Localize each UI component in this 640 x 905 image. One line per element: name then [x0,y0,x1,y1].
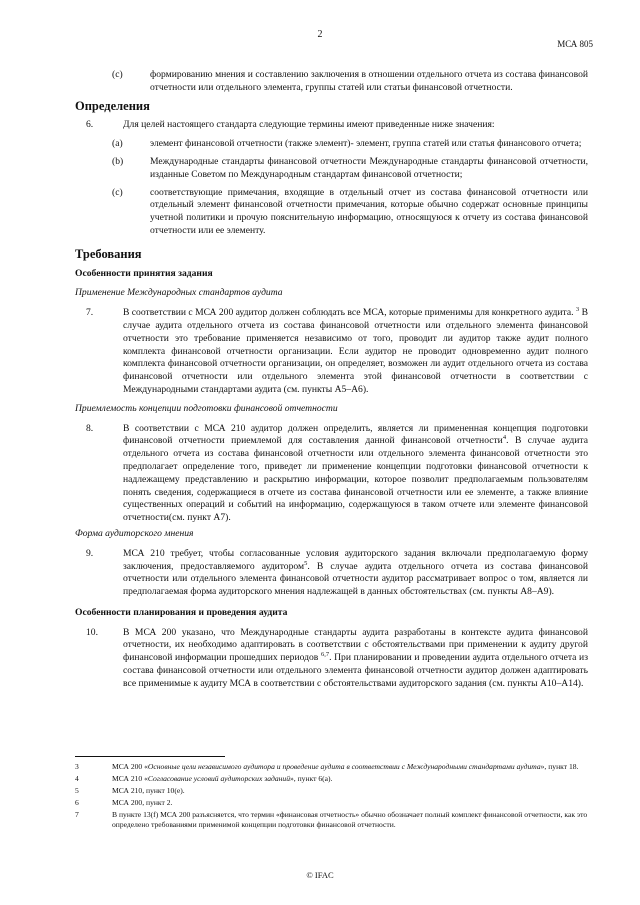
list-item [75,138,588,151]
footnote-number: 7 [75,810,79,819]
page-number: 2 [317,29,323,40]
footnote-ref: 5 [304,559,308,567]
footnote-text: МСА 210, пункт 10(е). [112,786,185,795]
footnote-ref: 3 [575,305,580,313]
list-text: формированию мнения и составлению заключения в отношении отдельного отчета из состава финансовой отчетности или отдельного элемента, группы статей или статьи финансовой отчетности. [150,69,588,93]
paragraph-number: 8. [86,422,94,434]
paragraph-number: 7. [86,307,94,319]
footnote-divider [75,756,225,757]
subheading: Особенности планирования и проведения аудита [75,606,288,618]
paragraph-text [123,307,588,397]
footnote-text [112,762,588,772]
paragraph-7 [75,307,588,397]
list-text: Международные стандарты финансовой отчетности Международные стандарты финансовой отчетности, изданные Советом по Международным стандартам финансовой отчетности; [150,155,588,180]
text-run: », пункт 18. [540,762,579,771]
text-run: . В случае аудита отдельного отчета из состава финансовой отчетности или отдельного элемента финансовой отчетности аудитор рассматривает вопрос о том, является ли предполагаемая форма аудиторского мнения надлежащей в данных обстоятельствах (см. пункты А8–А9). [123,560,588,598]
text-run: МСА 200 « [112,762,148,771]
footnote-number: 3 [75,762,79,771]
text-run: . При планировании и проведении аудита отдельного отчета из состава финансовой отчетности или отдельного элемента финансовой отчетности аудитор должен адаптировать все применимые к аудиту МСА в соответствии с обстоятельствами аудиторского задания (см. пункты А10–А14). [123,652,588,689]
footnote-number: 6 [75,798,79,807]
text-run: В соответствии с МСА 210 аудитор должен определить, является ли примененная концепция подготовки финансовой отчетности приемлемой для составления данной финансовой отчетности [123,422,588,447]
text-run: », пункт 6(а). [290,774,333,783]
footnote-ref: 4 [502,434,507,442]
text-run: Основные цели независимого аудитора и проведение аудита в соответствии с Международными стандартами аудита [147,762,541,771]
paragraph-number: 6. [86,119,94,131]
list-marker: (c) [112,69,123,80]
footnote [75,798,588,808]
footnote-text [112,774,588,784]
footnote-text: В пункте 13(f) МСА 200 разъясняется, что термин «финансовая отчетность» обычно обозначает полный комплект финансовой отчетности, как это определено требованиями применимой концепции подготовки финансовой отчетности. [112,810,588,829]
paragraph-text [123,423,588,525]
footnote [75,762,588,772]
paragraph-10 [75,627,588,691]
paragraph-6 [75,119,588,132]
text-run: В МСА 200 указано, что Международные стандарты аудита разработаны в контексте аудита финансовой отчетности, их необходимо адаптировать в соответствии с обстоятельствами при применении к аудиту другой финансовой информации прошедших периодов [123,626,588,664]
paragraph-number: 9. [86,547,94,559]
list-text: элемент финансовой отчетности (также элемент)- элемент, группа статей или статья финансового отчета; [150,138,582,150]
main-content [75,69,588,697]
italic-subheading: Применение Международных стандартов аудита [75,287,283,299]
section-heading-definitions: Определения [75,98,150,113]
footnote [75,786,588,796]
text-run: Согласование условий аудиторских заданий [147,774,290,783]
subheading: Особенности принятия задания [75,267,213,279]
text-run: МСА 210 требует, чтобы согласованные условия аудиторского задания включали предполагаемую форму заключения, предоставляемого аудитором [123,547,588,572]
paragraph-number: 10. [86,626,98,638]
list-marker: (a) [112,138,123,150]
paragraph-text: Для целей настоящего стандарта следующие термины имеют приведенные ниже значения: [123,119,495,131]
list-item [75,69,588,95]
list-item [75,156,588,182]
footnote [75,774,588,784]
text-run: В случае аудита отдельного отчета из состава финансовой отчетности или отдельного элемента финансовой отчетности это требование применяется независимо от того, проводит ли аудитор также аудит полного комплекта финансовой отчетности организации. Если аудитор не проводит одновременно аудит полного комплекта финансовой отчетности организации, он определяет, возможен ли аудит отдельного отчета из состава финансовой отчетности или отдельного элемента этой финансовой отчетности в соответствии с Международными стандартами аудита (см. пункты А5–А6). [123,307,588,395]
italic-subheading: Форма аудиторского мнения [75,527,194,539]
paragraph-text [123,548,588,599]
footnote-ref: 6,7 [320,651,330,659]
footnote [75,810,588,830]
text-run: . В случае аудита отдельного отчета из состава финансовой отчетности или отдельного элемента финансовой отчетности это предполагает определение того, приведет ли применение концепции подготовки финансовой отчетности к надлежащему представлению и раскрытию информации, которое позволит предполагаемым пользователям понять сведения, содержащиеся в отчете из состава финансовой отчетности или ее элементе, а также влияние существенных операций и событий на информацию, содержащуюся в таком отчете или элементе финансовой отчетности(см. пункт А7). [123,435,589,524]
footnote-number: 5 [75,786,79,795]
page-footer: © IFAC [306,870,334,880]
section-heading-requirements: Требования [75,246,142,261]
list-text: соответствующие примечания, входящие в отдельный отчет из состава финансовой отчетности или отдельный элемент финансовой отчетности примечания, которые обычно содержат основные принципы учетной политики и прочую пояснительную информацию, относящуюся к отчету из состава финансовой отчетности или ее элементу. [150,186,588,236]
footnote-number: 4 [75,774,79,783]
paragraph-9 [75,548,588,599]
text-run: В соответствии с МСА 200 аудитор должен соблюдать все МСА, которые применимы для конкретного аудита. [123,307,574,319]
italic-subheading: Приемлемость концепции подготовки финансовой отчетности [75,402,338,414]
text-run: МСА 210 « [112,774,148,783]
list-marker: (c) [112,186,123,198]
standard-code: МСА 805 [557,39,593,49]
footnotes [75,762,588,832]
list-marker: (b) [112,155,124,167]
paragraph-8 [75,423,588,525]
paragraph-text [123,627,588,691]
list-item [75,187,588,238]
footnote-text: МСА 200, пункт 2. [112,798,173,807]
